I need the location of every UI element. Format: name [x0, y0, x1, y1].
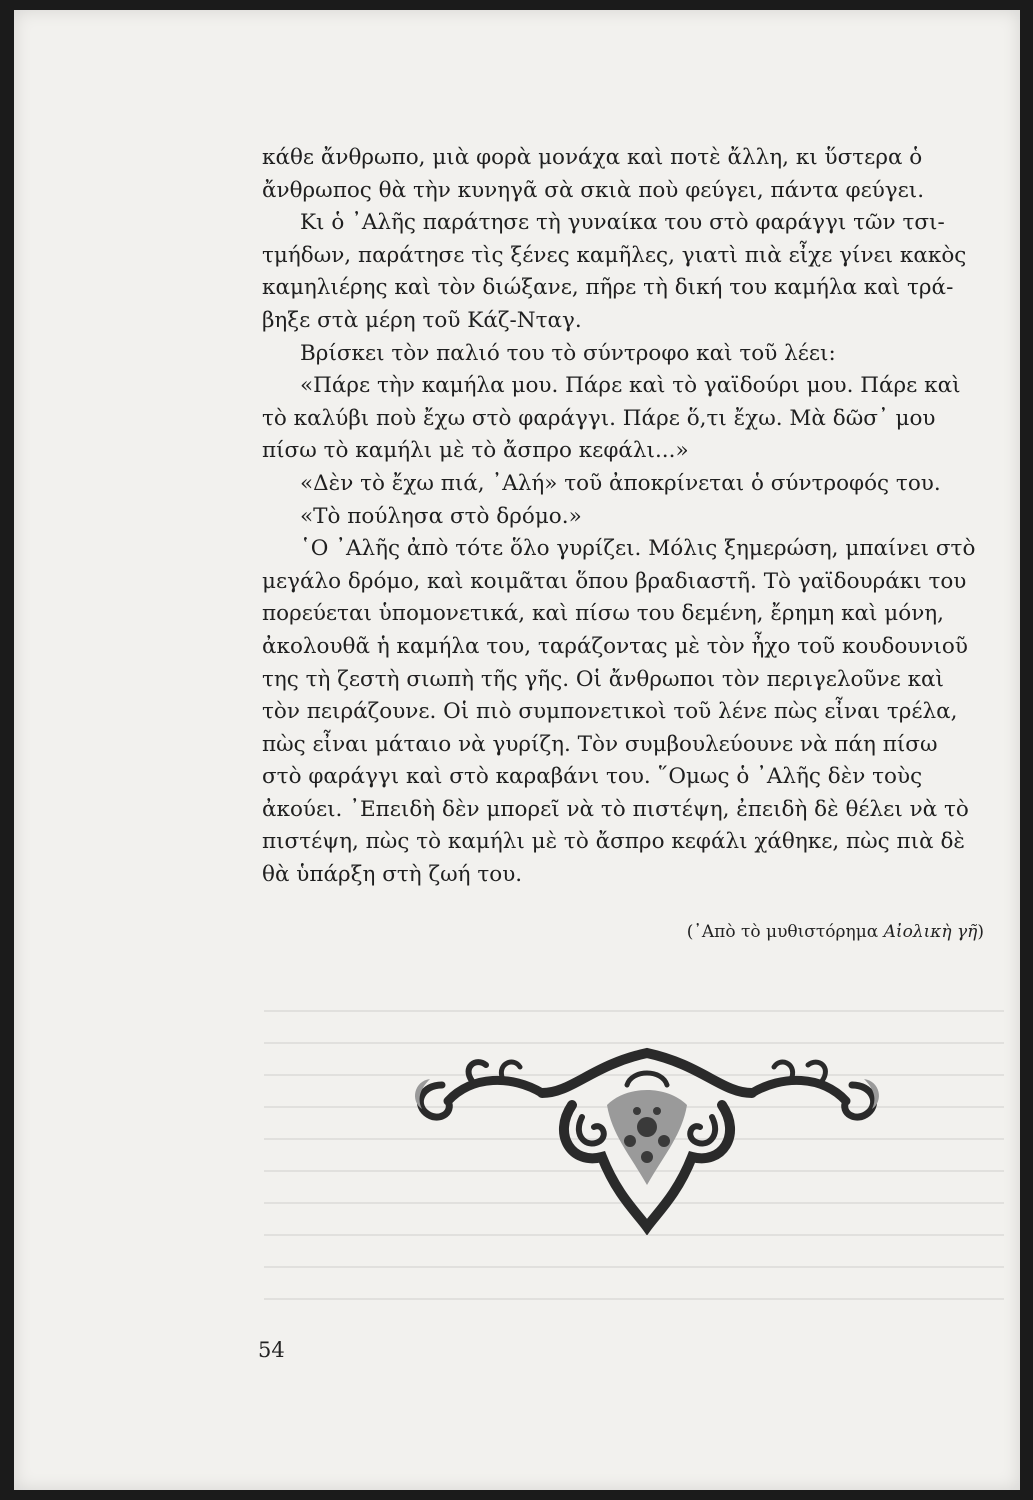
- text-line: τὸ καλύβι ποὺ ἔχω στὸ φαράγγι. Πάρε ὅ,τι ἔχω. Μὰ δῶσ᾽ μου: [262, 405, 936, 431]
- text-line: πιστέψη, πὼς τὸ καμήλι μὲ τὸ ἄσπρο κεφάλι χάθηκε, πὼς πιὰ δὲ: [262, 829, 965, 855]
- source-citation: [14, 922, 1020, 942]
- text-line: τμήδων, παράτησε τὶς ξένες καμῆλες, γιατὶ πιὰ εἶχε γίνει κακὸς: [262, 242, 967, 268]
- text-line: ἀκούει. ᾽Επειδὴ δὲν μπορεῖ νὰ τὸ πιστέψη, ἐπειδὴ δὲ θέλει νὰ τὸ: [262, 796, 969, 822]
- text-line: στὸ φαράγγι καὶ στὸ καραβάνι του. ῞Ομως ὁ ᾽Αλῆς δὲν τοὺς: [262, 764, 923, 790]
- text-line: ἄνθρωπος θὰ τὴν κυνηγᾶ σὰ σκιὰ ποὺ φεύγει, πάντα φεύγει.: [262, 177, 925, 203]
- novel-title: Αἰολικὴ γῆ: [883, 922, 978, 942]
- text-line: Κι ὁ ᾽Αλῆς παράτησε τὴ γυναίκα του στὸ φαράγγι τῶν τσι-: [300, 210, 945, 236]
- decorative-ornament-icon: [402, 1045, 892, 1235]
- text-line: ἀκολουθᾶ ἡ καμήλα του, ταράζοντας μὲ τὸν ἦχο τοῦ κουδουνιοῦ: [262, 633, 968, 659]
- text-line: κάθε ἄνθρωπο, μιὰ φορὰ μονάχα καὶ ποτὲ ἄλλη, κι ὕστερα ὁ: [262, 145, 923, 170]
- text-line: «Πάρε τὴν καμήλα μου. Πάρε καὶ τὸ γαϊδούρι μου. Πάρε καὶ: [300, 373, 961, 399]
- citation-prefix: (᾽Απὸ τὸ μυθιστόρημα: [686, 922, 884, 942]
- text-line: Βρίσκει τὸν παλιό του τὸ σύντροφο καὶ τοῦ λέει:: [300, 340, 836, 366]
- book-page: [14, 10, 1020, 1490]
- text-line: της τὴ ζεστὴ σιωπὴ τῆς γῆς. Οἱ ἄνθρωποι τὸν περιγελοῦνε καὶ: [262, 666, 944, 692]
- text-line: ῾Ο ᾽Αλῆς ἀπὸ τότε ὅλο γυρίζει. Μόλις ξημερώση, μπαίνει στὸ: [300, 536, 976, 562]
- text-line: πὼς εἶναι μάταιο νὰ γυρίζη. Τὸν συμβουλεύουνε νὰ πάη πίσω: [262, 731, 938, 757]
- page-number: 54: [258, 1338, 285, 1362]
- citation-suffix: ): [977, 922, 984, 942]
- text-line: πορεύεται ὑπομονετικά, καὶ πίσω του δεμένη, ἔρημη καὶ μόνη,: [262, 601, 945, 627]
- text-line: τὸν πειράζουνε. Οἱ πιὸ συμπονετικοὶ τοῦ λένε πὼς εἶναι τρέλα,: [262, 699, 958, 725]
- text-line: καμηλιέρης καὶ τὸν διώξανε, πῆρε τὴ δική του καμήλα καὶ τρά-: [262, 275, 954, 301]
- text-line: βηξε στὰ μέρη τοῦ Κάζ-Νταγ.: [262, 307, 582, 333]
- text-line: θὰ ὑπάρξη στὴ ζωή του.: [262, 862, 523, 888]
- body-text: [262, 142, 1002, 892]
- text-line: «Τὸ πούλησα στὸ δρόμο.»: [300, 503, 582, 529]
- text-line: πίσω τὸ καμήλι μὲ τὸ ἄσπρο κεφάλι...»: [262, 438, 689, 464]
- text-line: «Δὲν τὸ ἔχω πιά, ᾽Αλή» τοῦ ἀποκρίνεται ὁ σύντροφός του.: [300, 470, 941, 496]
- text-line: μεγάλο δρόμο, καὶ κοιμᾶται ὅπου βραδιαστῆ. Τὸ γαϊδουράκι του: [262, 568, 967, 594]
